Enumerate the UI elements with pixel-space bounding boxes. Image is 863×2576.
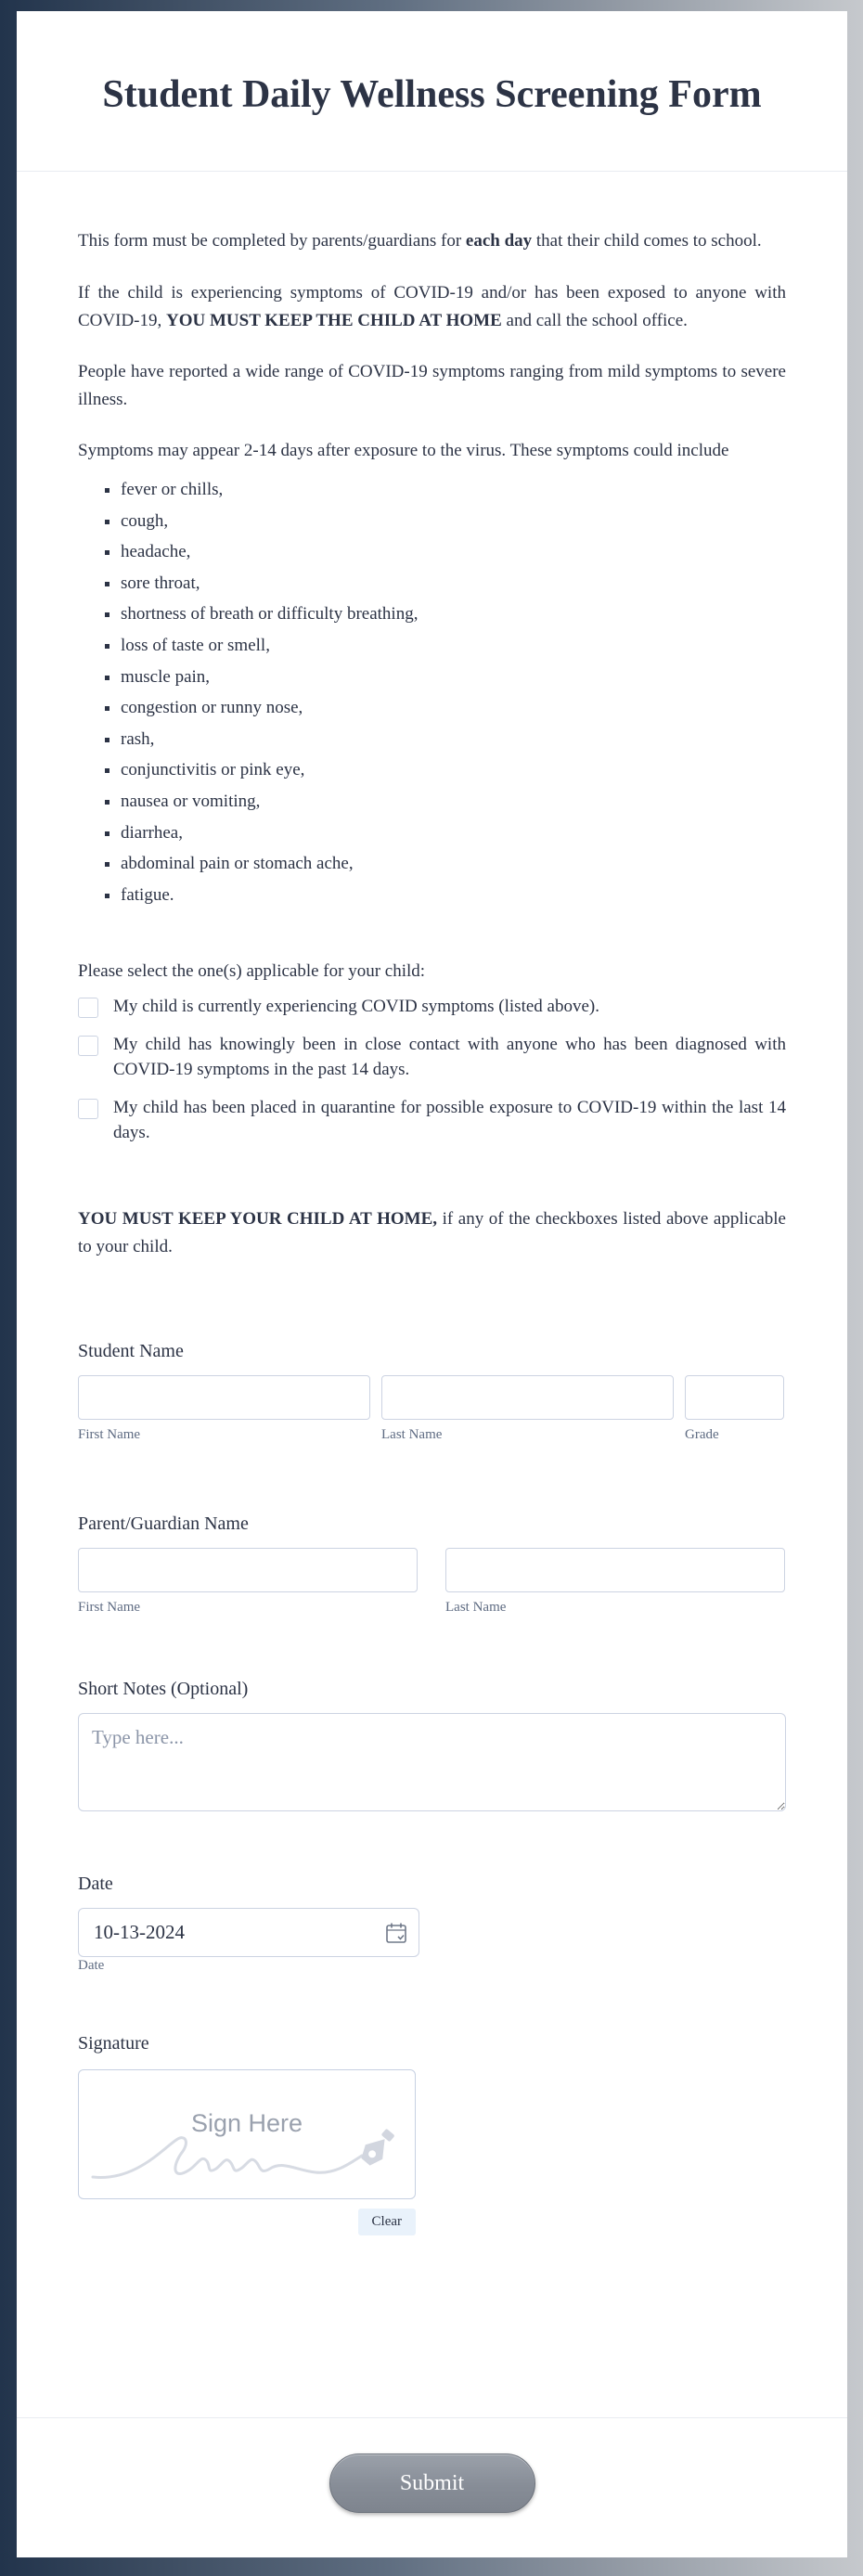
intro-text: and call the school office. — [501, 310, 688, 330]
parent-name-row — [78, 1548, 786, 1616]
checkbox-label: My child is currently experiencing COVID symptoms (listed above). — [113, 997, 599, 1017]
parent-first-name-group — [78, 1548, 418, 1616]
student-last-name-group — [381, 1375, 674, 1443]
checkbox-group-prompt: Please select the one(s) applicable for your child: — [78, 961, 426, 982]
warning-bold: YOU MUST KEEP YOUR CHILD AT HOME, — [78, 1209, 437, 1230]
student-last-name-sublabel: Last Name — [381, 1427, 443, 1443]
parent-first-name-sublabel: First Name — [78, 1600, 141, 1616]
student-grade-sublabel: Grade — [685, 1427, 719, 1443]
intro-bold-each-day: each day — [465, 231, 533, 251]
signature-squiggle — [88, 2126, 404, 2191]
signature-pad[interactable] — [78, 2069, 416, 2199]
symptom-item: ▪ loss of taste or smell, — [121, 634, 786, 659]
student-first-name-group — [78, 1375, 370, 1443]
pen-nib-icon — [357, 2126, 399, 2169]
submit-button[interactable]: Submit — [329, 2454, 535, 2513]
student-name-label: Student Name — [78, 1341, 184, 1362]
intro-text: that their child comes to school. — [532, 231, 762, 251]
form-body — [17, 172, 847, 2417]
parent-first-name-input[interactable] — [78, 1548, 418, 1592]
symptom-item: ▪ rash, — [121, 728, 786, 753]
checkbox-option-3 — [78, 1096, 786, 1146]
parent-last-name-group — [445, 1548, 785, 1616]
intro-paragraph-2 — [78, 279, 786, 334]
student-grade-input[interactable] — [685, 1375, 784, 1420]
close-contact-checkbox[interactable] — [78, 1036, 98, 1056]
notes-textarea[interactable] — [78, 1713, 786, 1811]
warning-text: if any of the checkboxes listed above applicable to your child. — [78, 1209, 786, 1257]
symptom-item: ▪ abdominal pain or stomach ache, — [121, 852, 786, 877]
calendar-icon — [384, 1921, 408, 1945]
submit-section — [17, 2417, 847, 2557]
parent-name-label: Parent/Guardian Name — [78, 1513, 249, 1535]
student-first-name-input[interactable] — [78, 1375, 370, 1420]
symptom-item: ▪ nausea or vomiting, — [121, 790, 786, 815]
symptom-item: ▪ headache, — [121, 540, 786, 565]
checkbox-label: My child has knowingly been in close contact with anyone who has been diagnosed with COVID-19 symptoms in the past 14 days. — [113, 1035, 786, 1080]
symptom-item: ▪ muscle pain, — [121, 665, 786, 690]
covid-symptoms-checkbox[interactable] — [78, 998, 98, 1018]
parent-last-name-input[interactable] — [445, 1548, 785, 1592]
intro-text: This form must be completed by parents/guardians for — [78, 231, 466, 251]
symptom-item: ▪ conjunctivitis or pink eye, — [121, 758, 786, 783]
intro-bold-keep-home: YOU MUST KEEP THE CHILD AT HOME — [166, 310, 502, 330]
date-sublabel: Date — [78, 1958, 105, 1974]
quarantine-checkbox[interactable] — [78, 1099, 98, 1119]
symptoms-list — [121, 478, 786, 908]
intro-paragraph-4: Symptoms may appear 2-14 days after exposure to the virus. These symptoms could include — [78, 441, 729, 461]
student-name-row — [78, 1375, 786, 1443]
intro-paragraph-3: People have reported a wide range of COVID-19 symptoms ranging from mild symptoms to severe illness. — [78, 362, 786, 409]
checkbox-option-2 — [78, 1033, 786, 1083]
checkbox-label: My child has been placed in quarantine for possible exposure to COVID-19 within the last 14 days. — [113, 1098, 786, 1143]
signature-actions — [78, 2209, 416, 2235]
form-card — [17, 11, 847, 2557]
symptom-item: ▪ shortness of breath or difficulty breathing, — [121, 602, 786, 627]
checkbox-option-1 — [78, 995, 786, 1020]
symptom-item: ▪ sore throat, — [121, 572, 786, 597]
date-input[interactable] — [78, 1908, 419, 1957]
date-field — [78, 1908, 419, 1957]
date-label: Date — [78, 1874, 113, 1895]
signature-clear-button[interactable]: Clear — [358, 2209, 416, 2235]
signature-label: Signature — [78, 2033, 149, 2054]
student-grade-group — [685, 1375, 784, 1443]
notes-label: Short Notes (Optional) — [78, 1679, 249, 1700]
calendar-picker-button[interactable] — [384, 1921, 408, 1945]
student-first-name-sublabel: First Name — [78, 1427, 141, 1443]
page-title: Student Daily Wellness Screening Form — [102, 73, 762, 116]
symptom-item: ▪ diarrhea, — [121, 821, 786, 846]
parent-last-name-sublabel: Last Name — [445, 1600, 507, 1616]
intro-paragraph-1 — [78, 227, 786, 255]
form-header — [17, 11, 847, 172]
student-last-name-input[interactable] — [381, 1375, 674, 1420]
keep-home-warning — [78, 1205, 786, 1261]
intro-text: If the child is experiencing symptoms of COVID-19 and/or has been exposed to anyone with COVID-19, — [78, 282, 786, 330]
sign-here-hint: Sign Here — [190, 2109, 303, 2138]
symptom-item: ▪ fatigue. — [121, 883, 786, 908]
symptom-item: ▪ cough, — [121, 509, 786, 535]
symptom-item: ▪ fever or chills, — [121, 478, 786, 503]
symptom-item: ▪ congestion or runny nose, — [121, 696, 786, 721]
